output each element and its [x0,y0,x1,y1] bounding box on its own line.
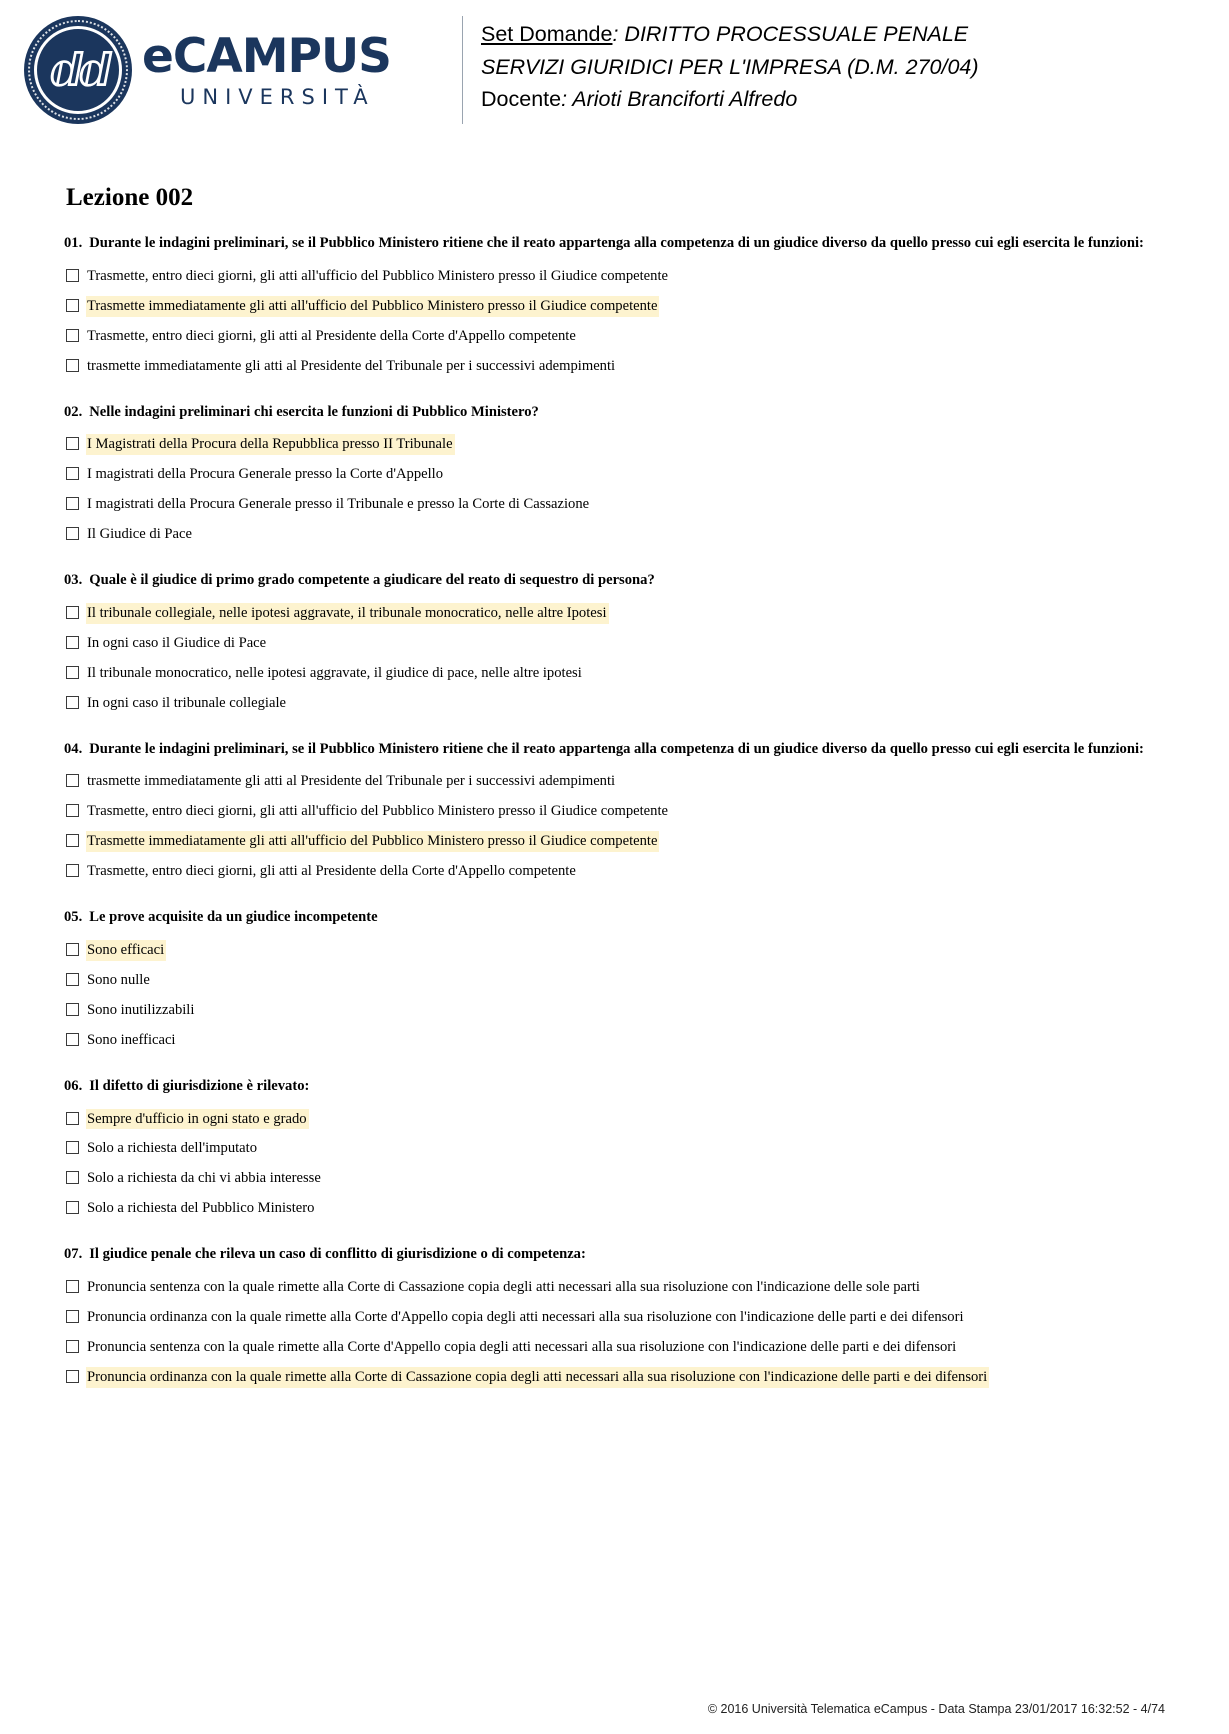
question-body: Nelle indagini preliminari chi esercita le funzioni di Pubblico Ministero? [89,403,539,420]
answer-checkbox[interactable] [66,636,79,649]
logo-wordmark-sub: UNIVERSITÀ [180,84,375,109]
question-text [62,1245,1169,1265]
logo-monogram-icon: ⅆⅆ [49,43,107,97]
answer-checkbox[interactable] [66,804,79,817]
question-block [62,908,1169,1051]
answer-option[interactable] [62,296,1169,317]
question-block [62,571,1169,714]
answer-checkbox[interactable] [66,1280,79,1293]
questions-list [62,234,1169,1388]
answer-label: Sono efficaci [86,940,166,961]
answer-label: I magistrati della Procura Generale presso il Tribunale e presso la Corte di Cassazione [87,496,590,513]
answer-options [62,603,1169,714]
question-body: Quale è il giudice di primo grado competente a giudicare del reato di sequestro di persona? [89,572,655,589]
answer-option[interactable] [62,1277,1169,1298]
answer-checkbox[interactable] [66,1171,79,1184]
question-number: 02. [64,403,83,420]
question-text [62,571,1169,591]
docente-value: : Arioti Branciforti Alfredo [561,87,798,112]
question-block [62,1077,1169,1220]
question-block [62,403,1169,546]
document-header [0,0,1229,136]
question-block [62,234,1169,377]
answer-label: In ogni caso il Giudice di Pace [87,634,267,651]
answer-checkbox[interactable] [66,1003,79,1016]
answer-label: Il tribunale collegiale, nelle ipotesi aggravate, il tribunale monocratico, nelle altre Ipotesi [86,603,609,624]
question-number: 01. [64,235,83,251]
answer-option[interactable] [62,266,1169,287]
answer-label: Pronuncia ordinanza con la quale rimette alla Corte di Cassazione copia degli atti necessari alla sua risoluzione con l'indicazione delle parti e dei difensori [86,1367,989,1388]
answer-checkbox[interactable] [66,1370,79,1383]
answer-options [62,1277,1169,1388]
answer-label: Solo a richiesta del Pubblico Ministero [87,1200,315,1217]
answer-checkbox[interactable] [66,437,79,450]
answer-checkbox[interactable] [66,329,79,342]
answer-label: Sono nulle [87,971,150,988]
answer-label: Trasmette, entro dieci giorni, gli atti al Presidente della Corte d'Appello competente [87,863,576,880]
answer-label: Solo a richiesta da chi vi abbia interesse [87,1170,321,1187]
answer-checkbox[interactable] [66,497,79,510]
header-divider [462,16,463,124]
answer-option[interactable] [62,1109,1169,1130]
answer-option[interactable] [62,693,1169,714]
answer-checkbox[interactable] [66,696,79,709]
answer-checkbox[interactable] [66,666,79,679]
answer-label: Sono inefficaci [87,1031,176,1048]
document-body [0,136,1229,1388]
answer-label: Sempre d'ufficio in ogni stato e grado [86,1109,309,1130]
answer-option[interactable] [62,1030,1169,1051]
docente-label: Docente [481,87,562,112]
question-number: 04. [64,740,83,757]
answer-option[interactable] [62,1000,1169,1021]
answer-label: Sono inutilizzabili [87,1001,195,1018]
question-text [62,234,1169,254]
answer-label: Trasmette immediatamente gli atti all'ufficio del Pubblico Ministero presso il Giudice competente [86,296,659,317]
answer-option[interactable] [62,326,1169,347]
answer-checkbox[interactable] [66,864,79,877]
answer-label: Il Giudice di Pace [87,526,192,543]
answer-option[interactable] [62,1337,1169,1358]
answer-label: Trasmette immediatamente gli atti all'ufficio del Pubblico Ministero presso il Giudice competente [86,831,659,852]
answer-option[interactable] [62,940,1169,961]
answer-option[interactable] [62,1198,1169,1219]
answer-label: Pronuncia ordinanza con la quale rimette alla Corte d'Appello copia degli atti necessari alla sua risoluzione con l'indicazione delle parti e dei difensori [87,1309,964,1326]
set-domande-line2: SERVIZI GIURIDICI PER L'IMPRESA (D.M. 270/04) [481,54,979,79]
header-title-block [481,14,979,116]
question-text [62,740,1169,760]
answer-label: In ogni caso il tribunale collegiale [87,694,286,711]
answer-option[interactable] [62,464,1169,485]
answer-checkbox[interactable] [66,527,79,540]
answer-label: Trasmette, entro dieci giorni, gli atti al Presidente della Corte d'Appello competente [87,327,576,344]
answer-label: trasmette immediatamente gli atti al Presidente del Tribunale per i successivi adempimenti [87,773,616,790]
answer-option[interactable] [62,861,1169,882]
answer-option[interactable] [62,970,1169,991]
answer-options [62,771,1169,882]
answer-options [62,1109,1169,1220]
answer-label: Trasmette, entro dieci giorni, gli atti all'ufficio del Pubblico Ministero presso il Giudice competente [87,267,668,284]
answer-checkbox[interactable] [66,1201,79,1214]
answer-label: Pronuncia sentenza con la quale rimette alla Corte d'Appello copia degli atti necessari alla sua risoluzione con l'indicazione delle parti e dei difensori [87,1339,957,1355]
answer-label: I Magistrati della Procura della Repubblica presso II Tribunale [86,434,455,455]
answer-checkbox[interactable] [66,774,79,787]
answer-checkbox[interactable] [66,1141,79,1154]
answer-options [62,266,1169,377]
question-body: Durante le indagini preliminari, se il Pubblico Ministero ritiene che il reato appartenga alla competenza di un giudice diverso da quello presso cui egli esercita le funzioni: [89,740,1144,757]
logo-wordmark-main: CAMPUS [172,28,391,84]
question-number: 05. [64,909,83,926]
answer-option[interactable] [62,1168,1169,1189]
question-text [62,908,1169,928]
answer-checkbox[interactable] [66,1340,79,1353]
answer-option[interactable] [62,771,1169,792]
question-body: Durante le indagini preliminari, se il Pubblico Ministero ritiene che il reato appartenga alla competenza di un giudice diverso da quello presso cui egli esercita le funzioni: [89,235,1144,251]
answer-option[interactable] [62,603,1169,624]
question-block [62,1245,1169,1388]
answer-checkbox[interactable] [66,269,79,282]
answer-checkbox[interactable] [66,359,79,372]
logo-wordmark [142,28,391,109]
answer-option[interactable] [62,434,1169,455]
answer-checkbox[interactable] [66,943,79,956]
ecampus-circular-logo-icon [22,14,134,126]
answer-checkbox[interactable] [66,1033,79,1046]
answer-checkbox[interactable] [66,834,79,847]
answer-options [62,940,1169,1051]
answer-option[interactable] [62,831,1169,852]
document-footer: © 2016 Università Telematica eCampus - Data Stampa 23/01/2017 16:32:52 - 4/74 [707,1702,1165,1716]
question-text [62,403,1169,423]
question-text [62,1077,1169,1097]
answer-option[interactable] [62,633,1169,654]
ecampus-logo [22,14,462,126]
set-domande-value: : DIRITTO PROCESSUALE PENALE [612,22,969,46]
question-body: Il giudice penale che rileva un caso di conflitto di giurisdizione o di competenza: [89,1246,586,1263]
answer-checkbox[interactable] [66,606,79,619]
logo-wordmark-e: e [142,28,173,84]
question-body: Il difetto di giurisdizione è rilevato: [89,1077,310,1094]
question-body: Le prove acquisite da un giudice incompetente [89,909,378,926]
answer-label: Trasmette, entro dieci giorni, gli atti all'ufficio del Pubblico Ministero presso il Giudice competente [87,803,668,820]
answer-label: Il tribunale monocratico, nelle ipotesi aggravate, il giudice di pace, nelle altre ipotesi [87,664,582,681]
answer-label: trasmette immediatamente gli atti al Presidente del Tribunale per i successivi adempimenti [87,357,616,374]
question-number: 07. [64,1246,83,1263]
answer-label: I magistrati della Procura Generale presso la Corte d'Appello [87,466,444,483]
question-number: 03. [64,572,83,589]
answer-option[interactable] [62,494,1169,515]
page-title: Lezione 002 [66,184,194,211]
answer-options [62,434,1169,545]
answer-checkbox[interactable] [66,973,79,986]
answer-option[interactable] [62,1138,1169,1159]
answer-label: Pronuncia sentenza con la quale rimette alla Corte di Cassazione copia degli atti necessari alla sua risoluzione con l'indicazione delle sole parti [87,1279,920,1296]
answer-option[interactable] [62,1307,1169,1328]
answer-option[interactable] [62,524,1169,545]
answer-checkbox[interactable] [66,467,79,480]
answer-label: Solo a richiesta dell'imputato [87,1140,258,1157]
answer-checkbox[interactable] [66,299,79,312]
answer-option[interactable] [62,801,1169,822]
question-block [62,740,1169,883]
answer-checkbox[interactable] [66,1112,79,1125]
question-number: 06. [64,1077,83,1094]
answer-checkbox[interactable] [66,1310,79,1323]
answer-option[interactable] [62,663,1169,684]
answer-option[interactable] [62,356,1169,377]
answer-option[interactable] [62,1367,1169,1388]
set-domande-label: Set Domande [481,22,613,46]
